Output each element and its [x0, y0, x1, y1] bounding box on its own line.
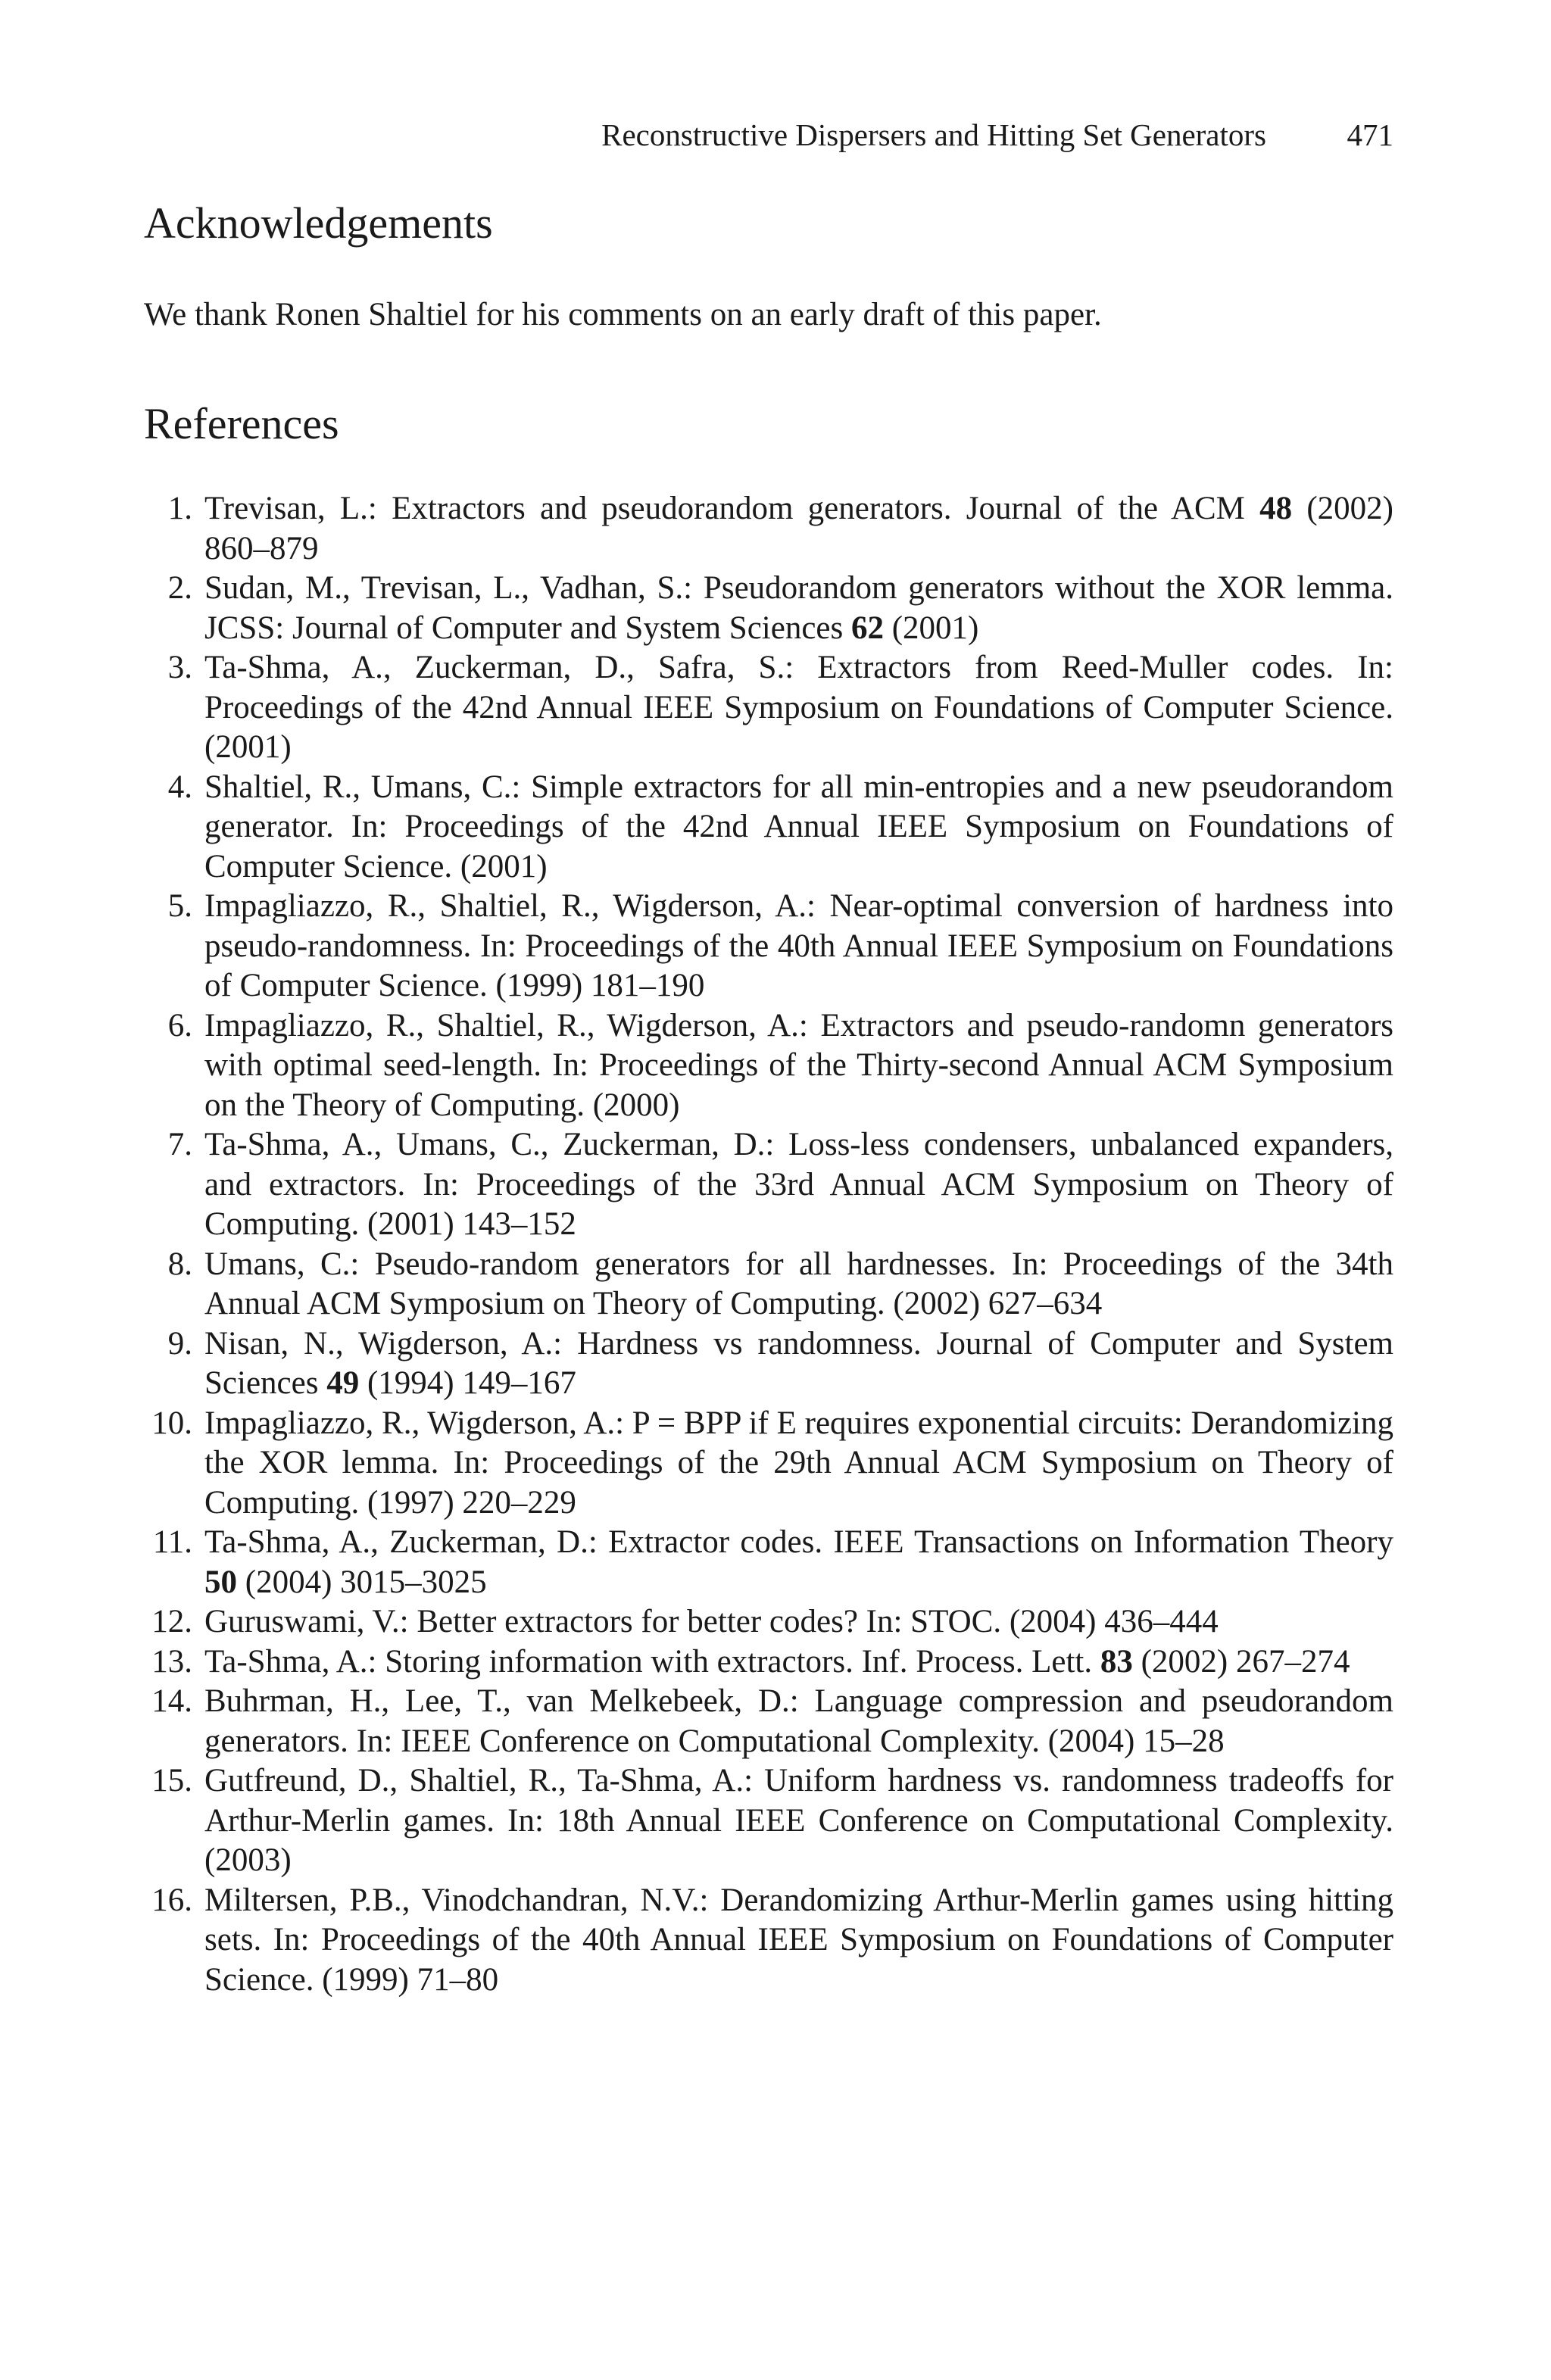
- reference-item: [144, 768, 1393, 887]
- reference-citation: Ta-Shma, A., Umans, C., Zuckerman, D.: Loss-less condensers, unbalanced expanders, and extractors. In: Proceedings of the 33rd Annual ACM Symposium on Theory of Computing. (2001) 143–152: [204, 1127, 1393, 1242]
- acknowledgements-heading: Acknowledgements: [144, 198, 493, 248]
- reference-citation: Guruswami, V.: Better extractors for better codes? In: STOC. (2004) 436–444: [204, 1604, 1219, 1639]
- reference-number: 5.: [167, 888, 192, 924]
- reference-item: [144, 1404, 1393, 1524]
- reference-citation: Buhrman, H., Lee, T., van Melkebeek, D.: Language compression and pseudorandom generators. In: IEEE Conference on Computational Complexity. (2004) 15–28: [204, 1683, 1393, 1759]
- reference-item: [144, 1006, 1393, 1126]
- reference-item: [144, 1523, 1393, 1602]
- reference-text: [204, 769, 1393, 884]
- reference-item: [144, 1125, 1393, 1245]
- reference-number: 1.: [167, 491, 192, 526]
- reference-item: [144, 1642, 1393, 1683]
- reference-item: [144, 648, 1393, 768]
- reference-number: 11.: [152, 1524, 192, 1560]
- reference-number: 4.: [167, 769, 192, 805]
- reference-text: [204, 1326, 1393, 1402]
- acknowledgements-text: We thank Ronen Shaltiel for his comments on an early draft of this paper.: [144, 297, 1102, 332]
- reference-citation: Impagliazzo, R., Wigderson, A.: P = BPP if E requires exponential circuits: Derandomizing the XOR lemma. In: Proceedings of the 29th Annual ACM Symposium on Theory of Computing. (1997) 220–229: [204, 1405, 1393, 1521]
- reference-citation: Ta-Shma, A.: Storing information with extractors. Inf. Process. Lett.: [204, 1643, 1100, 1680]
- running-title: Reconstructive Dispersers and Hitting Set Generators: [601, 117, 1266, 152]
- reference-citation: Sudan, M., Trevisan, L., Vadhan, S.: Pseudorandom generators without the XOR lemma. JCSS: Journal of Computer and System Sciences: [204, 570, 1393, 646]
- reference-year-pages: (1994) 149–167: [359, 1365, 576, 1401]
- reference-item: [144, 1324, 1393, 1404]
- page-number: 471: [1347, 117, 1393, 152]
- reference-text: [204, 1405, 1393, 1521]
- reference-item: [144, 489, 1393, 569]
- running-head: [144, 114, 1393, 156]
- reference-volume: 49: [326, 1365, 360, 1401]
- reference-item: [144, 1682, 1393, 1761]
- reference-year-pages: (2002) 860–879: [204, 491, 1393, 566]
- references-heading: References: [144, 399, 339, 448]
- reference-citation: Ta-Shma, A., Zuckerman, D., Safra, S.: Extractors from Reed-Muller codes. In: Proceedings of the 42nd Annual IEEE Symposium on Foundations of Computer Science. (2001): [204, 650, 1393, 765]
- reference-text: [204, 570, 1393, 646]
- reference-text: [204, 1246, 1393, 1322]
- reference-text: [204, 1008, 1393, 1123]
- reference-text: [204, 491, 1393, 566]
- reference-item: [144, 1245, 1393, 1324]
- reference-list: [144, 489, 1393, 2000]
- reference-text: [204, 888, 1393, 1003]
- reference-citation: Trevisan, L.: Extractors and pseudorandom generators. Journal of the ACM: [204, 491, 1260, 526]
- reference-item: [144, 1881, 1393, 2001]
- reference-number: 8.: [167, 1246, 192, 1282]
- reference-text: [204, 1644, 1350, 1680]
- reference-volume: 62: [850, 610, 884, 646]
- reference-volume: 83: [1100, 1643, 1133, 1680]
- reference-number: 2.: [167, 570, 192, 606]
- reference-item: [144, 569, 1393, 648]
- reference-number: 7.: [167, 1127, 192, 1162]
- reference-number: 12.: [151, 1604, 192, 1639]
- reference-citation: Nisan, N., Wigderson, A.: Hardness vs randomness. Journal of Computer and System Sciences: [204, 1325, 1393, 1401]
- reference-number: 13.: [151, 1643, 192, 1680]
- reference-citation: Shaltiel, R., Umans, C.: Simple extractors for all min-entropies and a new pseudorandom generator. In: Proceedings of the 42nd Annual IEEE Symposium on Foundations of Computer Science. (2001): [204, 769, 1393, 884]
- reference-number: 3.: [167, 650, 192, 685]
- reference-text: [204, 1127, 1393, 1242]
- reference-item: [144, 1602, 1393, 1642]
- reference-number: 14.: [151, 1683, 192, 1719]
- reference-text: [204, 1763, 1393, 1878]
- reference-text: [204, 650, 1393, 765]
- reference-citation: Gutfreund, D., Shaltiel, R., Ta-Shma, A.: Uniform hardness vs. randomness tradeoffs for Arthur-Merlin games. In: 18th Annual IEEE Conference on Computational Complexity. (2003): [204, 1763, 1393, 1878]
- reference-year-pages: (2001): [883, 610, 979, 646]
- reference-volume: 50: [204, 1564, 237, 1600]
- reference-year-pages: (2004) 3015–3025: [237, 1564, 487, 1600]
- reference-citation: Umans, C.: Pseudo-random generators for all hardnesses. In: Proceedings of the 34th Annual ACM Symposium on Theory of Computing. (2002) 627–634: [204, 1246, 1393, 1321]
- reference-citation: Ta-Shma, A., Zuckerman, D.: Extractor codes. IEEE Transactions on Information Theory: [204, 1524, 1393, 1560]
- reference-citation: Impagliazzo, R., Shaltiel, R., Wigderson, A.: Extractors and pseudo-randomn generators with optimal seed-length. In: Proceedings of the Thirty-second Annual ACM Symposium on the Theory of Computing. (2000): [204, 1007, 1393, 1123]
- reference-text: [204, 1604, 1219, 1639]
- reference-item: [144, 1761, 1393, 1881]
- reference-number: 16.: [151, 1882, 192, 1918]
- reference-volume: 48: [1259, 491, 1293, 526]
- reference-text: [204, 1882, 1393, 1998]
- reference-text: [204, 1524, 1393, 1600]
- reference-text: [204, 1683, 1393, 1759]
- reference-year-pages: (2002) 267–274: [1132, 1643, 1350, 1680]
- reference-number: 10.: [151, 1405, 192, 1441]
- reference-item: [144, 887, 1393, 1006]
- reference-number: 9.: [167, 1325, 192, 1362]
- reference-number: 6.: [167, 1007, 192, 1043]
- reference-citation: Impagliazzo, R., Shaltiel, R., Wigderson, A.: Near-optimal conversion of hardness into pseudo-randomness. In: Proceedings of the 40th Annual IEEE Symposium on Foundations of Computer Science. (1999) 181–190: [204, 888, 1393, 1003]
- reference-citation: Miltersen, P.B., Vinodchandran, N.V.: Derandomizing Arthur-Merlin games using hitting sets. In: Proceedings of the 40th Annual IEEE Symposium on Foundations of Computer Science. (1999) 71–80: [204, 1882, 1393, 1998]
- reference-number: 15.: [151, 1763, 192, 1798]
